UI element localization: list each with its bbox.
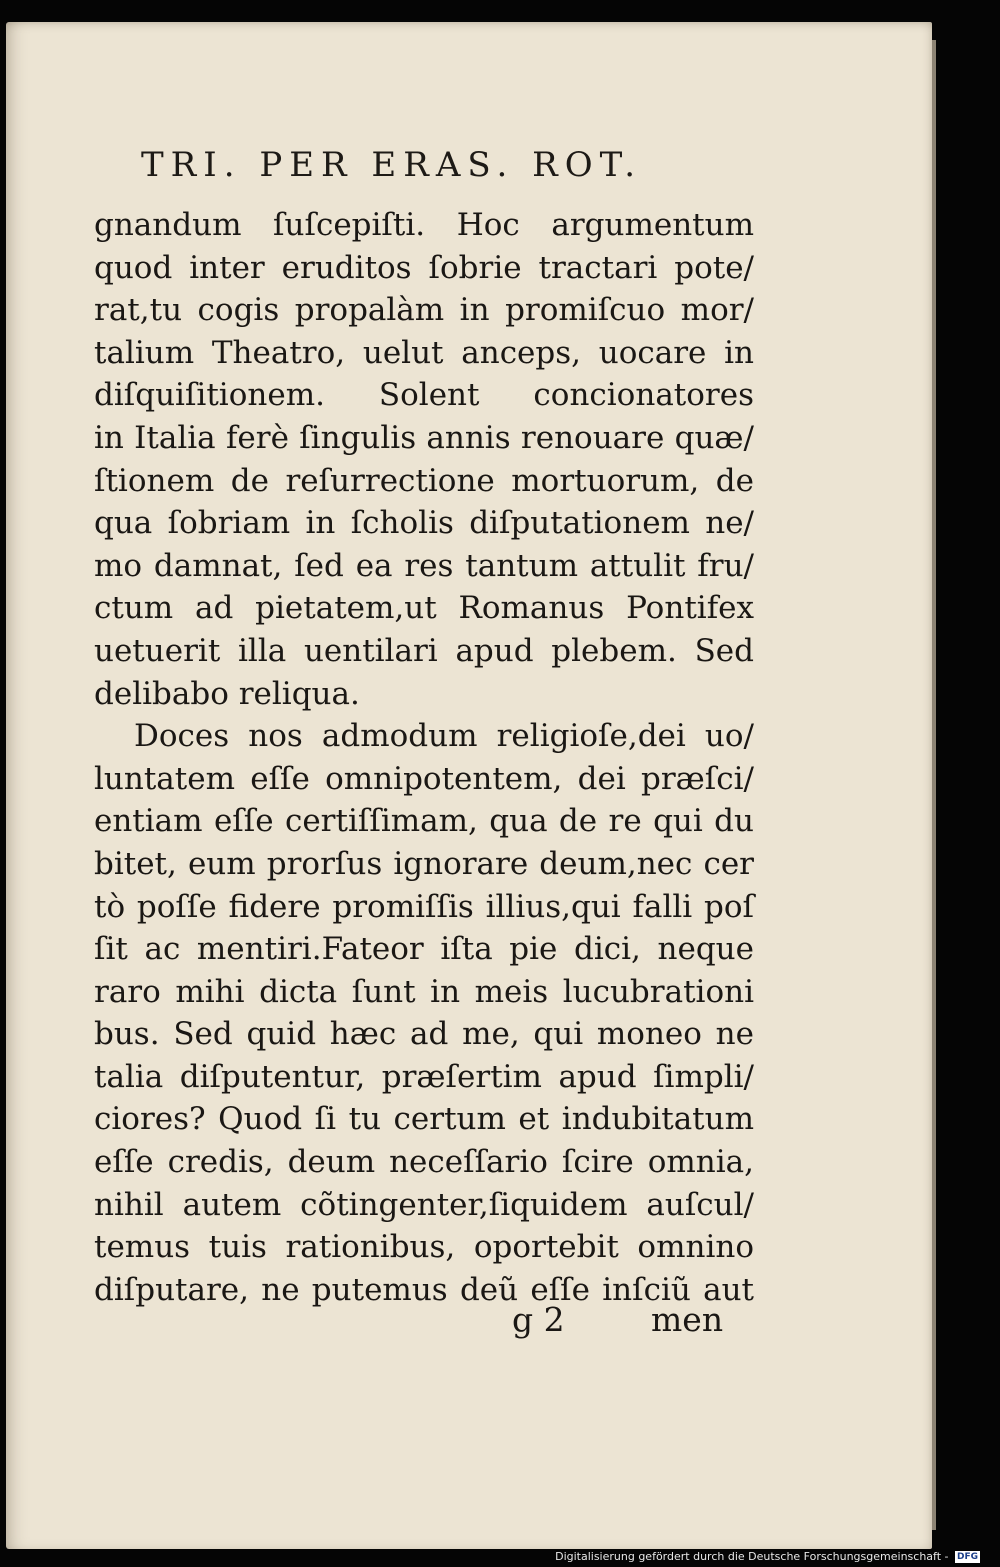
text-line: in Italia ferè ſingulis annis renouare quæ/ bbox=[94, 419, 754, 456]
dfg-logo: DFG bbox=[956, 1552, 978, 1562]
running-head: TRI. PER ERAS. ROT. bbox=[141, 145, 643, 185]
text-line: gnandum ſuſcepiſti. Hoc argumentum bbox=[94, 207, 754, 243]
text-line: diſputare, ne putemus deũ eſſe inſciũ aut bbox=[94, 1271, 754, 1308]
text-line: quod inter eruditos ſobrie tractari pote/ bbox=[94, 249, 754, 286]
text-line: mo damnat, ſed ea res tantum attulit fru/ bbox=[94, 547, 754, 584]
text-line: bitet, eum prorſus ignorare deum,nec cer bbox=[94, 845, 754, 882]
text-line: ciores? Quod ſi tu certum et indubitatum bbox=[94, 1101, 754, 1138]
text-line: qua ſobriam in ſcholis diſputationem ne/ bbox=[94, 505, 754, 542]
text-line: talia diſputentur, præſertim apud ſimpli/ bbox=[94, 1058, 754, 1095]
page-edge bbox=[932, 40, 936, 1530]
text-line: luntatem eſſe omnipotentem, dei præſci/ bbox=[94, 760, 754, 797]
text-line: uetuerit illa uentilari apud plebem. Sed bbox=[94, 632, 754, 669]
text-line: ſtionem de reſurrectione mortuorum, de bbox=[94, 462, 754, 499]
text-line: temus tuis rationibus, oportebit omnino bbox=[94, 1229, 754, 1266]
text-line: rat,tu cogis propalàm in promiſcuo mor/ bbox=[94, 292, 754, 329]
text-line: raro mihi dicta ſunt in meis lucubrationi bbox=[94, 973, 754, 1010]
text-line: tò poſſe fidere promiſſis illius,qui falli poſ bbox=[94, 888, 754, 925]
signature-mark: g 2 bbox=[512, 1300, 565, 1339]
text-line: nihil autem cõtingenter,ſiquidem auſcul/ bbox=[94, 1186, 754, 1223]
text-line: ctum ad pietatem,ut Romanus Pontifex bbox=[94, 590, 754, 627]
digitization-credit bbox=[555, 1549, 980, 1565]
text-line-paragraph-start: Doces nos admodum religioſe,dei uo/ bbox=[134, 718, 754, 755]
credit-text: Digitalisierung gefördert durch die Deutsche Forschungsgemeinschaft - bbox=[555, 1550, 949, 1563]
text-line: delibabo reliqua. bbox=[94, 675, 360, 712]
text-line: ſit ac mentiri.Fateor iſta pie dici, neque bbox=[94, 931, 754, 968]
catchword: men bbox=[651, 1300, 724, 1339]
text-line: entiam eſſe certiſſimam, qua de re qui du bbox=[94, 803, 754, 840]
book-page bbox=[6, 22, 932, 1549]
body-text bbox=[94, 204, 754, 1311]
text-line: diſquiſitionem. Solent concionatores bbox=[94, 377, 754, 414]
text-line: eſſe credis, deum neceſſario ſcire omnia, bbox=[94, 1144, 754, 1181]
text-line: talium Theatro, uelut anceps, uocare in bbox=[94, 334, 754, 371]
text-line: bus. Sed quid hæc ad me, qui moneo ne bbox=[94, 1016, 754, 1053]
